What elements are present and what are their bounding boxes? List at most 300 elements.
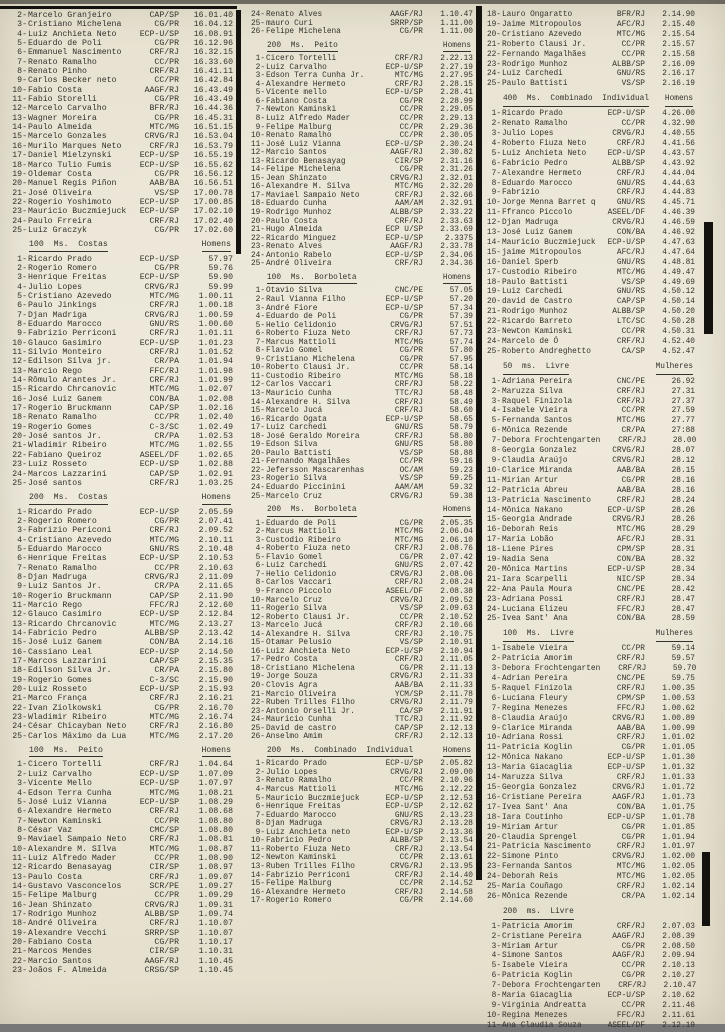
club-code: CON/BA bbox=[616, 229, 645, 238]
rank-label: 2- bbox=[255, 63, 265, 72]
rank-label: 1- bbox=[491, 110, 501, 119]
ranking-row bbox=[483, 477, 695, 487]
club-code: CRF/RJ bbox=[618, 437, 647, 446]
rank-label: 20- bbox=[250, 449, 265, 458]
event-title: 200 Ms. Combinado Individual bbox=[267, 747, 413, 758]
ranking-row bbox=[483, 338, 695, 348]
club-code: VS/SP bbox=[154, 188, 179, 198]
rank-label: 24- bbox=[250, 11, 265, 19]
club-code: CC/PR bbox=[399, 458, 423, 467]
club-code: CG/PR bbox=[154, 703, 179, 713]
rank-label: 15- bbox=[12, 891, 27, 901]
time-value: 1.07.97 bbox=[198, 779, 233, 789]
rank-label: 23- bbox=[486, 595, 501, 604]
time-value: 1.09.27 bbox=[198, 881, 233, 891]
rank-label: 24- bbox=[486, 338, 501, 346]
ranking-row bbox=[9, 947, 233, 956]
time-value: 59.76 bbox=[208, 263, 233, 273]
ranking-row bbox=[247, 597, 473, 606]
time-value: 4.44.04 bbox=[662, 169, 695, 178]
ranking-row bbox=[247, 528, 473, 537]
time-value: 1.00.59 bbox=[198, 310, 233, 320]
ranking-row bbox=[483, 219, 695, 229]
time-value: 1.01.75 bbox=[662, 803, 695, 812]
ranking-row bbox=[483, 1022, 695, 1032]
time-value: 57.34 bbox=[449, 304, 473, 313]
athlete-name: Mônica Rezende bbox=[502, 892, 568, 901]
club-code: CRF/RJ bbox=[394, 217, 423, 226]
rank-label: 17- bbox=[486, 268, 501, 277]
rank-label: 17- bbox=[486, 536, 501, 545]
time-value: 1.02.08 bbox=[198, 394, 233, 404]
club-code: CRF/RJ bbox=[394, 330, 423, 339]
athlete-name: Fernanda Santos bbox=[502, 863, 573, 872]
event-title: 100 Ms. Borboleta bbox=[267, 274, 357, 285]
athlete-name: Ana Paula Moura bbox=[502, 585, 573, 594]
club-code: CRVG/RJ bbox=[144, 572, 179, 582]
rank-label: 6- bbox=[17, 48, 27, 58]
scan-artifact-divider-bar-2 bbox=[476, 6, 482, 880]
club-code: CC/PR bbox=[399, 854, 423, 863]
club-code: ASEEL/DF bbox=[139, 450, 179, 460]
club-code: CRVG/RJ bbox=[612, 516, 645, 525]
rank-label: 21- bbox=[250, 458, 265, 467]
athlete-name: Eduardo Marocco bbox=[28, 544, 102, 554]
ranking-row bbox=[483, 883, 695, 893]
ranking-row bbox=[483, 675, 695, 685]
ranking-row bbox=[9, 114, 233, 123]
club-code: CRF/RJ bbox=[394, 191, 423, 200]
ranking-row bbox=[247, 339, 473, 348]
event-title: 100 Ms. Costas bbox=[29, 240, 108, 251]
time-value: 16.55.19 bbox=[193, 151, 233, 161]
club-code: CRVG/RJ bbox=[612, 456, 645, 465]
time-value: 1.02.14 bbox=[662, 883, 695, 892]
athlete-name: Fabrizio Perriconi bbox=[28, 329, 117, 339]
athlete-name: Roberto Fiuza neto bbox=[266, 545, 351, 554]
athlete-name: Marco Tulio Fumis bbox=[28, 160, 112, 170]
time-value: 1.02.07 bbox=[198, 385, 233, 395]
time-value: 58.80 bbox=[449, 441, 473, 450]
ranking-row bbox=[483, 348, 695, 358]
athlete-name: Felipe Malburg bbox=[28, 891, 97, 901]
time-value: 1.11.00 bbox=[440, 28, 473, 37]
time-value: 1.01.05 bbox=[662, 744, 695, 753]
rank-label: 2- bbox=[491, 655, 501, 664]
athlete-name: Raul Vianna Filho bbox=[266, 295, 346, 304]
time-value: 1.03.25 bbox=[198, 478, 233, 488]
athlete-name: Lauro Ongaratto bbox=[502, 11, 573, 19]
time-value: 1.00.53 bbox=[662, 694, 695, 703]
club-code: ECP-U/SP bbox=[385, 803, 423, 812]
time-value: 2.15.54 bbox=[662, 30, 695, 39]
time-value: 17.02.10 bbox=[193, 207, 233, 217]
time-value: 58.65 bbox=[449, 415, 473, 424]
club-code: CC/PR bbox=[399, 613, 423, 622]
ranking-row bbox=[483, 834, 695, 844]
rank-label: 17- bbox=[250, 191, 265, 200]
athlete-name: Patricia Nascimento bbox=[502, 843, 591, 852]
time-value: 2.15.40 bbox=[662, 20, 695, 29]
athlete-name: José Luiz Ganem bbox=[502, 229, 573, 238]
ranking-row bbox=[483, 140, 695, 150]
rank-label: 13- bbox=[486, 496, 501, 505]
event-section-header bbox=[247, 506, 473, 517]
ranking-row bbox=[9, 470, 233, 479]
rank-label: 2- bbox=[255, 768, 265, 777]
time-value: 59.14 bbox=[671, 645, 695, 654]
ranking-row bbox=[247, 11, 473, 20]
athlete-name: Virginia Andreatta bbox=[502, 1002, 587, 1010]
club-code: CNC/PE bbox=[616, 377, 645, 386]
club-code: CG/PR bbox=[154, 516, 179, 526]
event-section-header bbox=[9, 493, 233, 504]
club-code: ECP-U/SP bbox=[385, 794, 423, 803]
ranking-row bbox=[483, 606, 695, 616]
time-value: 4.41.56 bbox=[662, 139, 695, 148]
rank-label: 15- bbox=[12, 132, 27, 142]
time-value: 57.73 bbox=[449, 330, 473, 339]
athlete-name: Henrique Freitas bbox=[28, 554, 107, 564]
club-code: AAGF/RJ bbox=[144, 85, 179, 95]
rank-label: 2- bbox=[491, 120, 501, 129]
ranking-row bbox=[9, 957, 233, 966]
ranking-row bbox=[247, 673, 473, 682]
ranking-row bbox=[247, 441, 473, 450]
club-code: CAP/SP bbox=[616, 298, 645, 307]
athlete-name: Renato Ramalho bbox=[28, 413, 97, 423]
club-code: MTC/MG bbox=[616, 268, 645, 277]
athlete-name: Deborah Reis bbox=[502, 526, 559, 535]
ranking-row bbox=[247, 141, 473, 150]
rank-label: 2- bbox=[17, 263, 27, 273]
club-code: GNU/RS bbox=[394, 811, 423, 820]
rank-label: 3- bbox=[255, 777, 265, 786]
club-code: CRF/RJ bbox=[149, 329, 179, 339]
ranking-row bbox=[483, 308, 695, 318]
time-value: 28.16 bbox=[671, 476, 695, 485]
athlete-name: Ricardo Prado bbox=[502, 110, 563, 119]
athlete-name: Debora Frochtengarten bbox=[502, 665, 601, 674]
club-code: ALBB/SP bbox=[612, 308, 645, 317]
time-value: 2.13.36 bbox=[440, 828, 473, 837]
club-code: CRVG/RJ bbox=[144, 310, 179, 320]
rank-label: 2- bbox=[491, 387, 501, 396]
ranking-row bbox=[483, 1012, 695, 1022]
athlete-name: Iara Coutinho bbox=[502, 813, 563, 822]
ranking-row bbox=[247, 330, 473, 339]
rank-label: 9- bbox=[255, 588, 265, 596]
ranking-row bbox=[247, 846, 473, 855]
athlete-name: Cristiane Pereira bbox=[502, 932, 582, 941]
rank-label: 22- bbox=[12, 703, 27, 713]
club-code: CPM/SP bbox=[616, 546, 645, 555]
time-value: 1.10.31 bbox=[198, 947, 233, 957]
athlete-name: Fabio Storelli bbox=[28, 95, 97, 105]
time-value: 1.01.11 bbox=[198, 329, 233, 339]
club-code: AAGF/RJ bbox=[390, 11, 423, 19]
athlete-name: Mauricio Buczmiejuck bbox=[28, 207, 127, 217]
athlete-name: Renato Ramalho bbox=[266, 777, 332, 786]
athlete-name: Claudia Araújo bbox=[502, 714, 568, 723]
rank-label: 5- bbox=[17, 291, 27, 301]
time-value: 2.27.95 bbox=[440, 72, 473, 81]
club-code: CRVG/RJ bbox=[390, 862, 423, 871]
ranking-row bbox=[9, 320, 233, 329]
ranking-column-1 bbox=[9, 11, 233, 975]
athlete-name: Anselmo Amim bbox=[266, 733, 323, 742]
time-value: 2.28.15 bbox=[440, 80, 473, 89]
athlete-name: Antonio Orselli Jr. bbox=[266, 707, 355, 716]
rank-label: 1- bbox=[491, 377, 501, 386]
club-code: ECP-U/SP bbox=[607, 149, 645, 158]
rank-label: 23- bbox=[486, 328, 501, 337]
time-value: 2.10.94 bbox=[440, 647, 473, 656]
ranking-row bbox=[483, 516, 695, 526]
club-code: AFC/RJ bbox=[616, 248, 645, 257]
athlete-name: Wladimir Ribeiro bbox=[28, 441, 107, 451]
club-code: CG/PR bbox=[399, 166, 423, 175]
ranking-row bbox=[483, 447, 695, 457]
time-value: 2.10.27 bbox=[662, 972, 695, 981]
ranking-row bbox=[9, 292, 233, 301]
rank-label: 3- bbox=[255, 304, 265, 313]
rank-label: 22- bbox=[250, 234, 265, 243]
athlete-name: Luiz Alfredo Mader bbox=[266, 115, 351, 124]
athlete-name: Eduardo de Poli bbox=[266, 519, 337, 528]
club-code: GNU/RS bbox=[149, 320, 179, 329]
athlete-name: Joãos F. Almeida bbox=[28, 966, 107, 976]
time-value: 57.80 bbox=[449, 347, 473, 356]
time-value: 1.00.89 bbox=[662, 714, 695, 723]
athlete-name: Rogerio Romero bbox=[28, 516, 97, 526]
time-value: 28.07 bbox=[671, 447, 695, 456]
rank-label: 8- bbox=[491, 447, 501, 456]
club-code: CRVG/RJ bbox=[612, 129, 645, 138]
rank-label: 11- bbox=[250, 845, 265, 854]
ranking-row bbox=[247, 209, 473, 218]
club-code: OC/AM bbox=[399, 466, 423, 475]
ranking-row bbox=[9, 826, 233, 835]
club-code: AAGF/RJ bbox=[612, 952, 645, 961]
athlete-name: Cristiane Pereira bbox=[502, 793, 582, 802]
ranking-row bbox=[483, 655, 695, 665]
rank-label: 22- bbox=[250, 466, 265, 475]
club-code: MTC/MG bbox=[149, 385, 179, 395]
club-code: AAGF/RJ bbox=[390, 149, 423, 158]
club-code: SRRP/SP bbox=[144, 928, 179, 938]
rank-label: 11- bbox=[250, 372, 265, 381]
time-value: 4.47.64 bbox=[662, 248, 695, 257]
club-code: ECP-U/SP bbox=[139, 779, 179, 789]
athlete-name: Marcus Mattioli bbox=[266, 786, 337, 795]
athlete-name: Rogerio Bruckmann bbox=[28, 404, 112, 414]
athlete-name: Marcelo Carvalho bbox=[28, 104, 107, 114]
club-code: CG/PR bbox=[154, 169, 179, 179]
ranking-row bbox=[483, 41, 695, 51]
ranking-row bbox=[247, 218, 473, 227]
rank-label: 4- bbox=[255, 313, 265, 322]
rank-label: 7- bbox=[491, 982, 501, 991]
rank-label: 16- bbox=[250, 888, 265, 897]
club-code: AAB/BA bbox=[616, 486, 645, 495]
athlete-name: Luciana Elizeu bbox=[502, 605, 568, 614]
time-value: 58.14 bbox=[449, 364, 473, 373]
time-value: 1.01.33 bbox=[662, 774, 695, 783]
ranking-row bbox=[483, 705, 695, 715]
rank-label: 11- bbox=[250, 140, 265, 149]
athlete-name: Eduardo Marocco bbox=[266, 811, 337, 820]
time-value: 17.02.40 bbox=[193, 216, 233, 226]
event-title: 200 Ms. Costas bbox=[29, 493, 108, 504]
club-code: CRF/RJ bbox=[394, 407, 423, 416]
athlete-name: Mônica Martins bbox=[502, 565, 568, 574]
club-code: CG/PR bbox=[621, 744, 645, 753]
ranking-row bbox=[9, 526, 233, 535]
ranking-row bbox=[9, 217, 233, 226]
ranking-row bbox=[247, 192, 473, 201]
athlete-name: Carlos Máximo da Lua bbox=[28, 731, 127, 741]
time-value: 28.16 bbox=[671, 486, 695, 495]
ranking-row bbox=[9, 189, 233, 198]
ranking-row bbox=[247, 682, 473, 691]
club-code: CG/PR bbox=[154, 95, 179, 105]
ranking-row bbox=[9, 479, 233, 488]
ranking-row bbox=[483, 170, 695, 180]
club-code: CON/BA bbox=[149, 638, 179, 648]
ranking-row bbox=[9, 891, 233, 900]
athlete-name: Paulo Almeida bbox=[28, 123, 92, 133]
rank-label: 21- bbox=[250, 226, 265, 235]
time-value: 2.15.57 bbox=[662, 40, 695, 49]
rank-label: 4- bbox=[491, 139, 501, 148]
ranking-row bbox=[9, 610, 233, 619]
ranking-row bbox=[9, 910, 233, 919]
club-code: CC/PR bbox=[399, 106, 423, 115]
time-value: 17.00.85 bbox=[193, 197, 233, 207]
time-value: 16.56.12 bbox=[193, 169, 233, 179]
club-code: ECP-U/SP bbox=[385, 647, 423, 656]
time-value: 17.02.60 bbox=[193, 225, 233, 235]
athlete-name: Wladimir Ribeiro bbox=[28, 713, 107, 723]
time-value: 2.29.13 bbox=[440, 115, 473, 124]
ranking-row bbox=[9, 648, 233, 657]
time-value: 1.10.45 bbox=[198, 956, 233, 966]
club-code: GNU/RS bbox=[616, 288, 645, 297]
ranking-row bbox=[483, 487, 695, 497]
club-code: ASEEL/DF bbox=[385, 588, 423, 596]
time-value: 2.13.42 bbox=[198, 629, 233, 638]
ranking-row bbox=[9, 170, 233, 179]
rank-label: 15- bbox=[12, 638, 27, 648]
athlete-name: Paulo Frreira bbox=[28, 216, 92, 226]
rank-label: 13- bbox=[486, 229, 501, 238]
athlete-name: José Luiz Vianna bbox=[28, 797, 107, 807]
club-code: ECP-U/SP bbox=[607, 754, 645, 763]
rank-label: 21- bbox=[486, 843, 501, 852]
event-title: 400 Ms. Combinado Individual bbox=[503, 95, 649, 107]
rank-label: 7- bbox=[255, 338, 265, 347]
time-value: 1.08.80 bbox=[198, 825, 233, 835]
club-code: ECP-U/SP bbox=[607, 238, 645, 247]
time-value: 2.05.59 bbox=[198, 507, 233, 517]
rank-label: 22- bbox=[12, 956, 27, 966]
club-code: ECP-U/SP bbox=[139, 273, 179, 283]
athlete-name: Fernando Magalhães bbox=[266, 458, 351, 467]
rank-label: 16- bbox=[12, 141, 27, 151]
club-code: CRF/RJ bbox=[616, 139, 645, 148]
athlete-name: José Luiz Vianna bbox=[266, 140, 341, 149]
club-code: MTC/MG bbox=[149, 535, 179, 545]
ranking-row bbox=[9, 376, 233, 385]
time-value: 2.33.78 bbox=[440, 243, 473, 252]
athlete-name: Luiz Graczyk bbox=[28, 225, 87, 235]
athlete-name: Alexandre Hermeto bbox=[266, 80, 346, 89]
club-code: CG/PR bbox=[154, 113, 179, 123]
athlete-name: Claudia Sprengel bbox=[502, 833, 577, 842]
athlete-name: Silvio Monteiro bbox=[28, 348, 102, 358]
club-code: CRF/RJ bbox=[394, 656, 423, 665]
club-code: MTC/MG bbox=[149, 731, 179, 741]
club-code: MTC/MG bbox=[394, 536, 423, 545]
club-code: ECP-U/SP bbox=[139, 610, 179, 620]
club-code: ALBB/SP bbox=[612, 159, 645, 168]
club-code: ALBB/SP bbox=[144, 909, 179, 919]
athlete-name: Antonio Rabelo bbox=[266, 251, 332, 260]
time-value: 1.01.94 bbox=[198, 357, 233, 367]
ranking-row bbox=[9, 666, 233, 675]
club-code: ECP-U/SP bbox=[139, 207, 179, 217]
ranking-row bbox=[483, 566, 695, 576]
time-value: 2.06.04 bbox=[440, 528, 473, 537]
rank-label: 10- bbox=[250, 596, 265, 605]
rank-label: 3- bbox=[255, 72, 265, 81]
ranking-row bbox=[483, 259, 695, 269]
ranking-row bbox=[9, 339, 233, 348]
rank-label: 10- bbox=[486, 1011, 501, 1020]
ranking-row bbox=[247, 708, 473, 717]
rank-label: 21- bbox=[12, 694, 27, 704]
club-code: CRF/RJ bbox=[616, 338, 645, 346]
ranking-row bbox=[9, 11, 233, 20]
athlete-name: Newton Kaminski bbox=[28, 816, 102, 826]
time-value: 1.01.52 bbox=[198, 348, 233, 358]
time-value: 59.32 bbox=[449, 483, 473, 492]
athlete-name: Mônica Nakano bbox=[502, 754, 563, 763]
rank-label: 3- bbox=[491, 942, 501, 951]
time-value: 2.10.52 bbox=[440, 613, 473, 622]
club-code: CON/BA bbox=[616, 556, 645, 565]
rank-label: 4- bbox=[17, 535, 27, 545]
athlete-name: Marcio Oliveira bbox=[266, 690, 337, 699]
club-code: CNC/PE bbox=[394, 287, 423, 296]
time-value: 2.12.22 bbox=[440, 786, 473, 795]
club-code: ECP-U/SP bbox=[607, 110, 645, 119]
club-code: CRF/RJ bbox=[149, 722, 179, 732]
ranking-row bbox=[9, 629, 233, 638]
club-code: ALBB/SP bbox=[612, 60, 645, 69]
time-value: 2.22.13 bbox=[440, 55, 473, 64]
ranking-row bbox=[247, 820, 473, 829]
event-section-header bbox=[483, 630, 695, 642]
athlete-name: Carlos Vaccari bbox=[266, 579, 332, 588]
time-value: 59.16 bbox=[449, 458, 473, 467]
athlete-name: Marcelo de Ó bbox=[502, 338, 559, 346]
rank-label: 9- bbox=[17, 76, 27, 86]
club-code: CR/PA bbox=[621, 427, 645, 436]
athlete-name: Rogerio Yoshimoto bbox=[28, 197, 112, 207]
club-code: ECP-U/SP bbox=[385, 63, 423, 72]
